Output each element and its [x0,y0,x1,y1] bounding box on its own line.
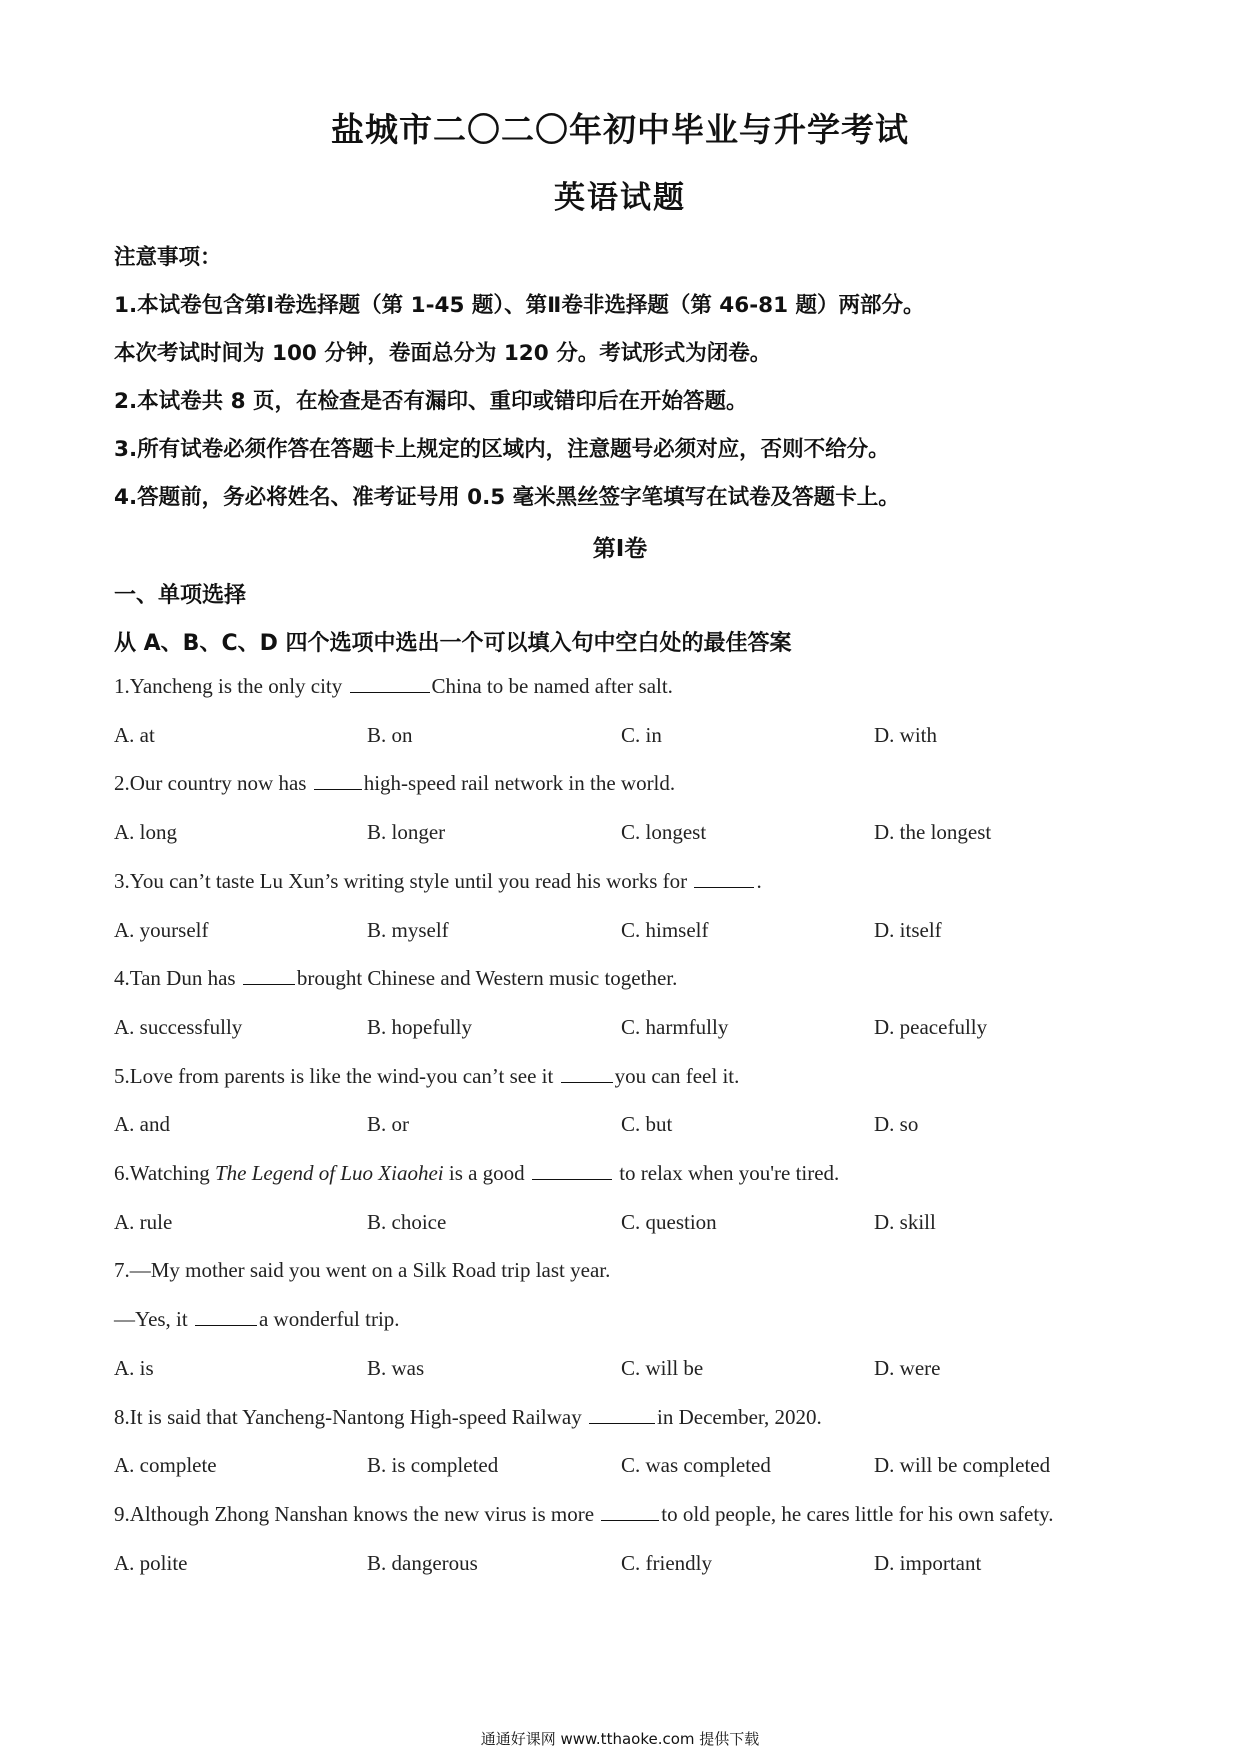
answer-option: D. peacefully [874,1014,988,1039]
answer-option: C. but [621,1112,673,1137]
question-stem [114,869,1134,894]
note-item: 本次考试时间为 100 分钟，卷面总分为 120 分。考试形式为闭卷。 [114,341,772,366]
answer-blank [694,871,754,888]
note-item: 2.本试卷共 8 页，在检查是否有漏印、重印或错印后在开始答题。 [114,389,748,414]
question-options [114,1551,1134,1579]
answer-option: D. were [874,1355,941,1380]
question-stem [114,1502,1134,1527]
stem-text: 1.Yancheng is the only city [114,674,348,698]
answer-option: C. himself [621,917,709,942]
note-item: 4.答题前，务必将姓名、准考证号用 0.5 毫米黑丝签字笔填写在试卷及答题卡上。 [114,485,900,510]
stem-text: 8.It is said that Yancheng-Nantong High-speed Railway [114,1404,588,1429]
footer-watermark: 通通好课网 www.tthaoke.com 提供下载 [480,1730,760,1748]
answer-option: B. is completed [367,1453,499,1478]
answer-option: B. or [367,1112,409,1137]
question-stem [114,771,1134,796]
stem-text: . [756,868,762,893]
answer-option: A. and [114,1112,170,1137]
note-item: 1.本试卷包含第Ⅰ卷选择题（第 1-45 题）、第Ⅱ卷非选择题（第 46-81 题）两部分。 [114,293,925,318]
answer-option: D. skill [874,1209,936,1234]
question-options [114,1210,1134,1238]
answer-blank [601,1504,659,1521]
answer-blank [589,1407,655,1424]
answer-option: B. on [367,722,413,747]
question-stem [114,1161,1134,1186]
stem-text: 6.Watching [114,1161,215,1185]
question-options [114,1112,1134,1140]
answer-blank [532,1163,612,1180]
note-item: 3.所有试卷必须作答在答题卡上规定的区域内，注意题号必须对应，否则不给分。 [114,437,890,462]
answer-option: A. polite [114,1550,188,1575]
question-options [114,820,1134,848]
answer-option: D. so [874,1112,919,1137]
answer-option: C. was completed [621,1453,771,1478]
answer-option: A. successfully [114,1014,243,1039]
answer-option: C. friendly [621,1550,712,1575]
stem-text: 7.—My mother said you went on a Silk Road trip last year. [114,1258,611,1283]
answer-option: D. the longest [874,820,992,845]
answer-option: C. question [621,1209,717,1234]
answer-option: B. hopefully [367,1014,472,1039]
stem-text: 5.Love from parents is like the wind-you can’t see it [114,1063,559,1088]
answer-blank [561,1066,613,1083]
volume-heading: 第Ⅰ卷 [592,536,648,562]
answer-option: B. dangerous [367,1550,478,1575]
stem-text: China to be named after salt. [431,674,673,698]
stem-italic-title: The Legend of Luo Xiaohei [214,1161,444,1185]
stem-text: to old people, he cares little for his own safety. [661,1501,1054,1526]
stem-text: you can feel it. [614,1063,740,1088]
answer-option: D. with [874,722,937,747]
question-options [114,918,1134,946]
stem-text: to relax when you're tired. [613,1161,840,1185]
answer-blank [350,676,430,693]
question-options [114,1453,1134,1481]
stem-text: 9.Although Zhong Nanshan knows the new virus is more [114,1501,600,1526]
answer-blank [195,1309,257,1326]
stem-text: in December, 2020. [657,1404,822,1429]
question-options [114,723,1134,751]
answer-option: A. long [114,820,177,845]
section-instruction: 从 A、B、C、D 四个选项中选出一个可以填入句中空白处的最佳答案 [114,631,792,656]
question-stem [114,674,1134,699]
answer-option: A. is [114,1355,154,1380]
stem-text: 2.Our country now has [114,771,312,796]
question-stem [114,966,1134,991]
question-stem [114,1258,1134,1283]
answer-option: A. at [114,722,155,747]
section-heading: 一、单项选择 [114,583,247,608]
stem-text: —Yes, it [114,1307,193,1332]
answer-option: A. rule [114,1209,173,1234]
answer-option: C. will be [621,1355,704,1380]
stem-text: high-speed rail network in the world. [363,771,676,796]
answer-option: C. in [621,722,662,747]
answer-option: A. yourself [114,917,209,942]
question-stem [114,1064,1134,1089]
question-stem [114,1405,1134,1430]
answer-option: A. complete [114,1453,217,1478]
answer-option: B. was [367,1355,425,1380]
stem-text: 3.You can’t taste Lu Xun’s writing style until you read his works for [114,868,693,893]
answer-option: B. choice [367,1209,447,1234]
stem-text: 4.Tan Dun has [114,966,241,991]
answer-option: B. myself [367,917,449,942]
answer-option: C. harmfully [621,1014,729,1039]
question-options [114,1356,1134,1384]
stem-text: a wonderful trip. [258,1307,400,1332]
answer-blank [243,968,295,985]
exam-title: 盐城市二〇二〇年初中毕业与升学考试 [331,110,909,149]
answer-blank [314,773,362,790]
answer-option: D. important [874,1550,982,1575]
notes-heading: 注意事项： [114,245,222,270]
answer-option: C. longest [621,820,707,845]
question-options [114,1015,1134,1043]
answer-option: B. longer [367,820,446,845]
question-reply [114,1307,1134,1332]
answer-option: D. itself [874,917,942,942]
stem-text: is a good [443,1161,530,1185]
stem-text: brought Chinese and Western music together. [296,966,678,991]
exam-subtitle: 英语试题 [554,180,686,216]
answer-option: D. will be completed [874,1453,1051,1478]
